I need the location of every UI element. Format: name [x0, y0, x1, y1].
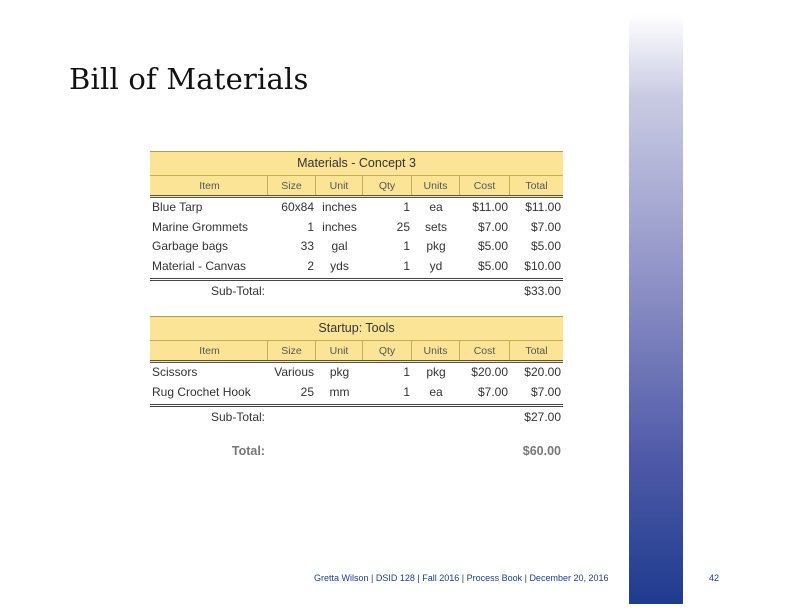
column-header-qty: Qty	[363, 341, 412, 360]
cell-unit: yds	[330, 258, 349, 273]
section-title: Startup: Tools	[150, 316, 563, 340]
cell-unit: mm	[329, 384, 350, 399]
cell-units: ea	[429, 200, 443, 214]
cell-size: 25	[300, 384, 314, 399]
cell-qty: 1	[403, 365, 410, 379]
page-title: Bill of Materials	[69, 62, 309, 96]
column-header-row	[150, 340, 563, 363]
table-row	[150, 237, 563, 257]
cell-item: Rug Crochet Hook	[152, 384, 251, 399]
cell-qty: 1	[403, 384, 410, 399]
cell-size: 33	[300, 239, 314, 254]
cell-qty: 25	[396, 219, 410, 234]
tools-table	[150, 316, 563, 427]
decorative-gradient-bar	[629, 14, 683, 604]
grand-total-amount: $60.00	[522, 444, 561, 458]
column-header-unit: Unit	[316, 341, 363, 360]
footer-text: Gretta Wilson | DSID 128 | Fall 2016 | Process Book | December 20, 2016	[314, 573, 609, 583]
cell-cost: $5.00	[477, 239, 508, 254]
cell-units: ea	[429, 384, 443, 399]
cell-qty: 1	[403, 258, 410, 273]
cell-unit: inches	[322, 219, 357, 234]
column-header-size: Size	[268, 341, 316, 360]
grand-total-label: Total:	[231, 444, 265, 458]
subtotal-row	[150, 407, 563, 427]
cell-item: Scissors	[152, 365, 198, 379]
subtotal-amount: $27.00	[524, 410, 561, 425]
column-header-unit: Unit	[316, 176, 363, 195]
table-row	[150, 257, 563, 277]
cell-qty: 1	[403, 239, 410, 254]
cell-units: sets	[424, 219, 447, 234]
cell-size: Various	[274, 365, 314, 379]
subtotal-label: Sub-Total:	[210, 284, 265, 299]
cell-cost: $7.00	[477, 384, 508, 399]
cell-total: $20.00	[524, 365, 561, 379]
cell-size: 2	[307, 258, 314, 273]
column-header-units: Units	[412, 341, 460, 360]
subtotal-row	[150, 281, 563, 301]
cell-total: $10.00	[524, 258, 561, 273]
cell-item: Blue Tarp	[152, 200, 203, 214]
cell-total: $7.00	[530, 219, 561, 234]
cell-units: yd	[429, 258, 443, 273]
cell-unit: gal	[331, 239, 348, 254]
cell-units: pkg	[426, 239, 446, 254]
column-header-cost: Cost	[460, 176, 510, 195]
cell-cost: $5.00	[477, 258, 508, 273]
cell-item: Material - Canvas	[152, 258, 247, 273]
column-header-item: Item	[150, 176, 268, 195]
table-row	[150, 218, 563, 238]
cell-cost: $20.00	[471, 365, 508, 379]
page-number: 42	[709, 573, 720, 583]
cell-cost: $11.00	[472, 200, 508, 214]
column-header-item: Item	[150, 341, 268, 360]
cell-total: $11.00	[525, 200, 561, 214]
cell-total: $7.00	[530, 384, 561, 399]
column-header-units: Units	[412, 176, 460, 195]
column-header-size: Size	[268, 176, 316, 195]
cell-unit: inches	[322, 200, 357, 214]
column-header-total: Total	[525, 344, 548, 357]
subtotal-amount: $33.00	[524, 284, 561, 299]
column-header-total: Total	[525, 179, 548, 192]
column-header-cost: Cost	[460, 341, 510, 360]
materials-table	[150, 151, 563, 301]
table-row	[150, 198, 563, 218]
column-header-row	[150, 175, 563, 198]
cell-units: pkg	[426, 365, 446, 379]
table-row	[150, 363, 563, 383]
grand-total-row	[150, 444, 563, 458]
section-title: Materials - Concept 3	[150, 151, 563, 175]
table-row	[150, 383, 563, 403]
cell-item: Marine Grommets	[152, 219, 249, 234]
column-header-qty: Qty	[363, 176, 412, 195]
cell-item: Garbage bags	[152, 239, 229, 254]
cell-size: 60x84	[281, 200, 314, 214]
cell-qty: 1	[403, 200, 410, 214]
cell-unit: pkg	[329, 365, 350, 379]
cell-size: 1	[307, 219, 314, 234]
subtotal-label: Sub-Total:	[210, 410, 265, 425]
cell-cost: $7.00	[477, 219, 508, 234]
cell-total: $5.00	[530, 239, 561, 254]
